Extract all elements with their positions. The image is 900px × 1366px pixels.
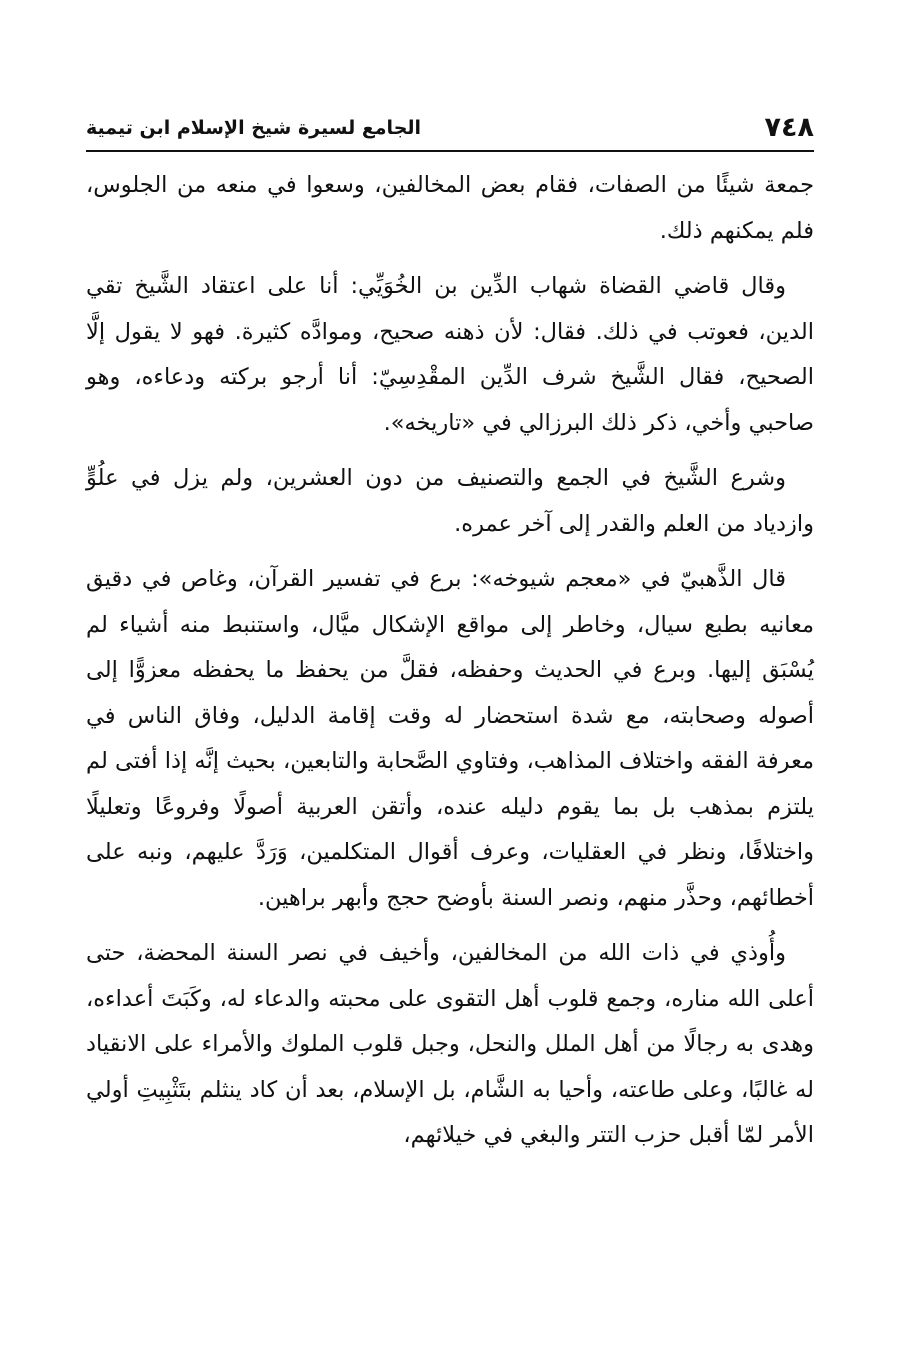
page-number: ٧٤٨: [764, 112, 814, 143]
paragraph: جمعة شيئًا من الصفات، فقام بعض المخالفين، وسعوا في منعه من الجلوس، فلم يمكنهم ذلك.: [86, 172, 814, 244]
paragraph: وشرع الشَّيخ في الجمع والتصنيف من دون العشرين، ولم يزل في علُوٍّ وازدياد من العلم والقدر إلى آخر عمره.: [86, 465, 814, 537]
page-header: [86, 108, 814, 148]
paragraph: وأُوذي في ذات الله من المخالفين، وأخيف في نصر السنة المحضة، حتى أعلى الله مناره، وجمع قلوب أهل التقوى على محبته والدعاء له، وكَبَتَ أعداءه، وهدى به رجالًا من أهل الملل والنحل، وجبل قلوب الملوك والأمراء على الانقياد له غالبًا، وعلى طاعته، وأحيا به الشَّام، بل الإسلام، بعد أن كاد ينثلم بتَثْبِيتِ أولي الأمر لمّا أقبل حزب التتر والبغي في خيلائهم،: [86, 940, 814, 1148]
header-divider: [86, 150, 814, 152]
paragraph: قال الذَّهبيّ في «معجم شيوخه»: برع في تفسير القرآن، وغاص في دقيق معانيه بطبع سيال، وخاطر إلى مواقع الإشكال ميَّال، واستنبط منه أشياء لم يُسْبَق إليها. وبرع في الحديث وحفظه، فقلَّ من يحفظ ما يحفظه معزوًّا إلى أصوله وصحابته، مع شدة استحضار له وقت إقامة الدليل، وفاق الناس في معرفة الفقه واختلاف المذاهب، وفتاوي الصَّحابة والتابعين، بحيث إنَّه إذا أفتى لم يلتزم بمذهب بل بما يقوم دليله عنده، وأتقن العربية أصولًا وفروعًا وتعليلًا واختلافًا، ونظر في العقليات، وعرف أقوال المتكلمين، وَرَدَّ عليهم، ونبه على أخطائهم، وحذَّر منهم، ونصر السنة بأوضح حجج وأبهر براهين.: [86, 566, 814, 911]
paragraph: وقال قاضي القضاة شهاب الدِّين بن الخُوَيِّي: أنا على اعتقاد الشَّيخ تقي الدين، فعوتب في ذلك. فقال: لأن ذهنه صحيح، وموادَّه كثيرة. فهو لا يقول إلَّا الصحيح، فقال الشَّيخ شرف الدِّين المقْدِسِيّ: أنا أرجو بركته ودعاءه، وهو صاحبي وأخي، ذكر ذلك البرزالي في «تاريخه».: [86, 273, 814, 436]
body-text: [86, 163, 814, 1169]
running-title: الجامع لسيرة شيخ الإسلام ابن تيمية: [86, 117, 422, 139]
